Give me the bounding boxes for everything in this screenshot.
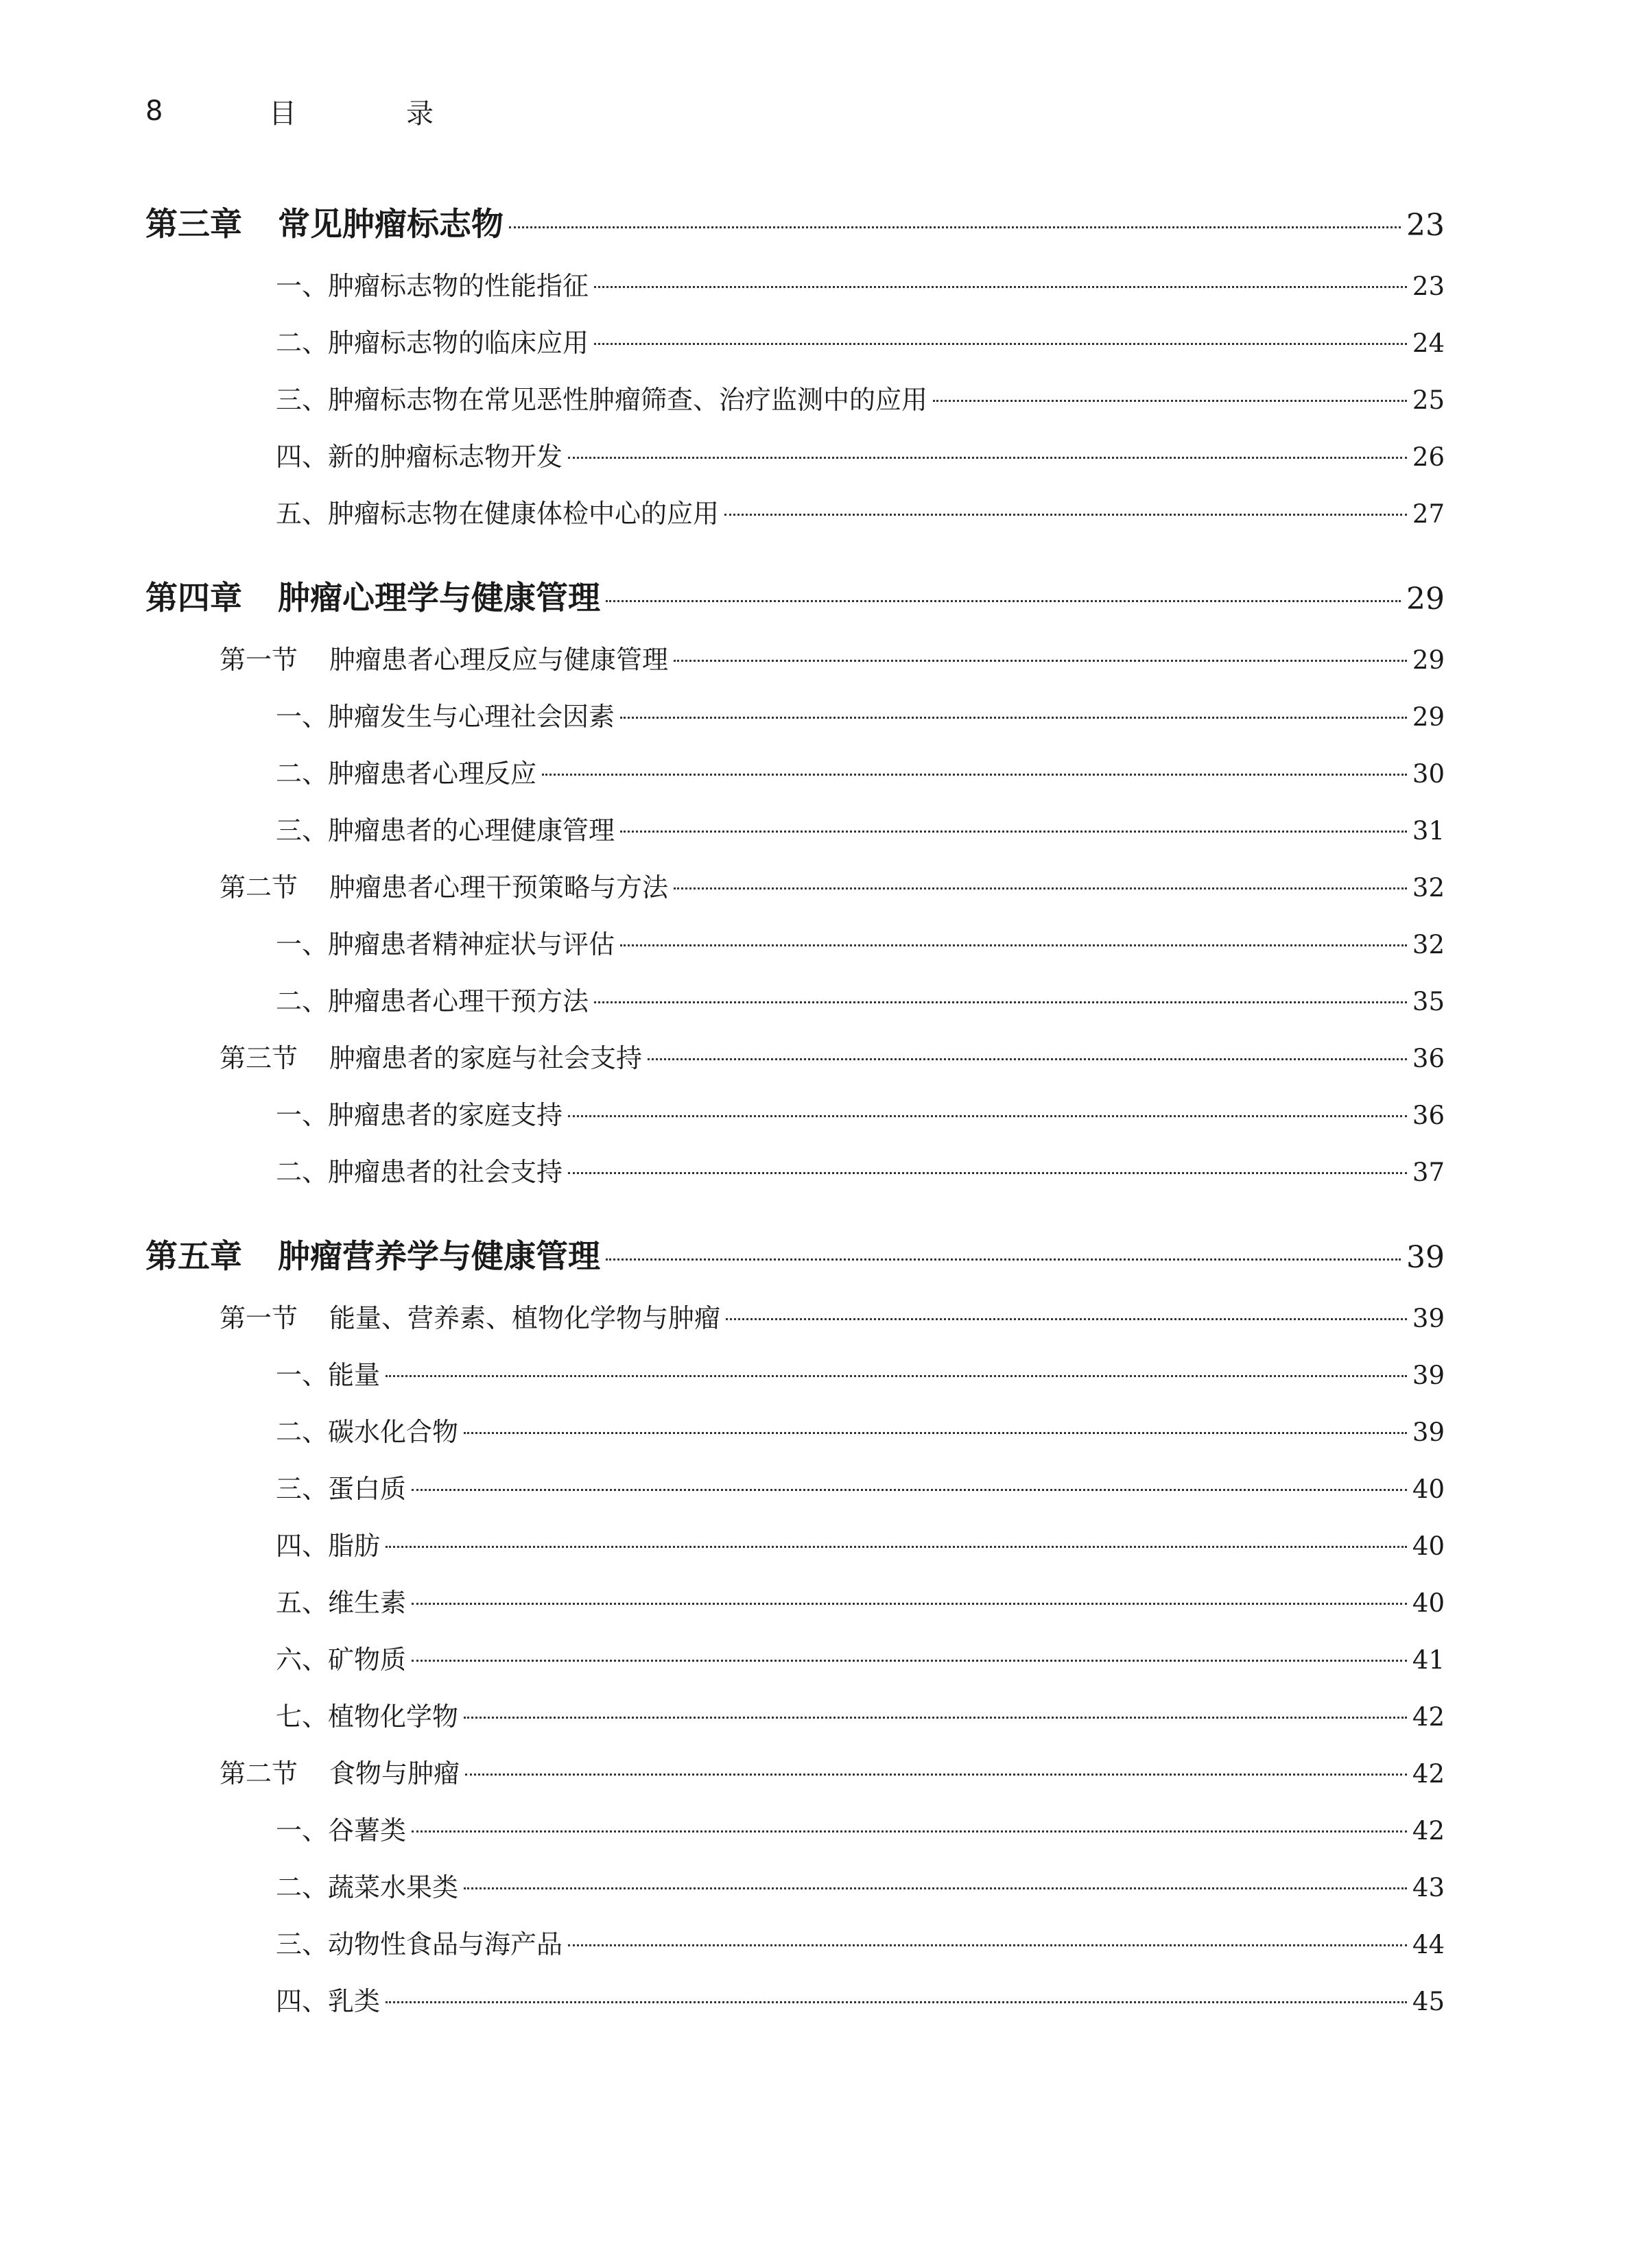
toc-entry-label (276, 1354, 380, 1392)
toc-entry-label (276, 809, 615, 847)
table-of-contents (145, 199, 1445, 2037)
dot-leader (386, 1375, 1407, 1377)
toc-section-row[interactable] (145, 1752, 1445, 1809)
toc-item-row[interactable] (145, 1809, 1445, 1866)
toc-entry-label (276, 1151, 563, 1189)
toc-entry-label (145, 199, 504, 245)
dot-leader (568, 1115, 1407, 1117)
toc-entry-page: 24 (1412, 329, 1445, 358)
toc-entry-title: 一、肿瘤标志物的性能指征 (276, 271, 589, 301)
toc-entry-label (276, 492, 719, 530)
dot-leader (465, 1774, 1407, 1776)
toc-entry-label (220, 866, 668, 904)
dot-leader (594, 1001, 1407, 1003)
toc-item-row[interactable] (145, 1525, 1445, 1581)
toc-item-row[interactable] (145, 1411, 1445, 1468)
toc-entry-label (276, 1094, 563, 1132)
dot-leader (386, 2001, 1407, 2003)
dot-leader (568, 1172, 1407, 1174)
toc-entry-number: 第一节 (220, 645, 298, 675)
toc-entry-page: 23 (1406, 208, 1445, 243)
toc-item-row[interactable] (145, 923, 1445, 980)
toc-entry-number: 第一节 (220, 1303, 298, 1333)
toc-entry-title: 六、矿物质 (276, 1645, 407, 1675)
toc-entry-page: 36 (1412, 1101, 1445, 1130)
toc-entry-label (145, 573, 600, 619)
toc-entry-label (145, 1231, 600, 1277)
toc-entry-label (276, 980, 589, 1018)
dot-leader (412, 1830, 1407, 1833)
toc-entry-label (276, 322, 589, 359)
toc-entry-page: 26 (1412, 442, 1445, 472)
toc-item-row[interactable] (145, 1581, 1445, 1638)
dot-leader (606, 1258, 1401, 1261)
toc-entry-title: 四、乳类 (276, 1986, 381, 2016)
dot-leader (412, 1603, 1407, 1605)
toc-entry-title: 三、动物性食品与海产品 (276, 1929, 563, 1959)
toc-section-row[interactable] (145, 1297, 1445, 1354)
toc-entry-page: 29 (1406, 582, 1445, 617)
toc-item-row[interactable] (145, 435, 1445, 492)
toc-entry-title: 常见肿瘤标志物 (278, 206, 504, 243)
toc-entry-label (276, 1809, 406, 1847)
toc-entry-label (276, 1468, 406, 1505)
toc-entry-page: 23 (1412, 272, 1445, 301)
toc-section-row[interactable] (145, 1037, 1445, 1094)
toc-entry-label (220, 638, 668, 676)
running-title: 目 录 (269, 97, 475, 130)
dot-leader (674, 660, 1407, 662)
dot-leader (542, 774, 1407, 776)
toc-item-row[interactable] (145, 752, 1445, 809)
dot-leader (726, 1318, 1407, 1320)
toc-entry-page: 29 (1412, 645, 1445, 675)
running-head (145, 91, 475, 132)
dot-leader (620, 831, 1407, 833)
toc-entry-page: 42 (1412, 1702, 1445, 1732)
toc-item-row[interactable] (145, 980, 1445, 1037)
toc-item-row[interactable] (145, 265, 1445, 322)
toc-entry-label (276, 1980, 380, 2018)
toc-entry-title: 一、肿瘤发生与心理社会因素 (276, 702, 615, 732)
toc-section-row[interactable] (145, 638, 1445, 695)
toc-entry-page: 40 (1412, 1588, 1445, 1618)
dot-leader (464, 1432, 1407, 1434)
toc-item-row[interactable] (145, 1695, 1445, 1752)
toc-entry-page: 40 (1412, 1475, 1445, 1504)
toc-entry-number: 第二节 (220, 872, 298, 903)
toc-entry-label (220, 1297, 720, 1335)
toc-entry-label (220, 1037, 642, 1075)
toc-entry-page: 41 (1412, 1645, 1445, 1675)
dot-leader (594, 343, 1407, 345)
toc-entry-title: 四、新的肿瘤标志物开发 (276, 442, 563, 472)
dot-leader (620, 717, 1407, 719)
toc-entry-title: 二、肿瘤患者的社会支持 (276, 1157, 563, 1187)
toc-entry-page: 32 (1412, 930, 1445, 959)
toc-chapter-row[interactable] (145, 199, 1445, 265)
toc-entry-title: 三、肿瘤标志物在常见恶性肿瘤筛查、治疗监测中的应用 (276, 385, 928, 415)
toc-entry-label (276, 1695, 458, 1733)
toc-entry-title: 二、蔬菜水果类 (276, 1872, 459, 1902)
toc-item-row[interactable] (145, 1151, 1445, 1208)
dot-leader (568, 1944, 1407, 1946)
toc-item-row[interactable] (145, 1638, 1445, 1695)
toc-entry-page: 25 (1412, 385, 1445, 415)
toc-item-row[interactable] (145, 379, 1445, 435)
toc-entry-label (276, 1866, 458, 1904)
dot-leader (648, 1058, 1407, 1060)
toc-item-row[interactable] (145, 1468, 1445, 1525)
dot-leader (620, 944, 1407, 946)
toc-entry-title: 二、肿瘤患者心理反应 (276, 759, 537, 789)
toc-entry-label (220, 1752, 460, 1790)
dot-leader (674, 887, 1407, 890)
toc-entry-label (276, 379, 927, 416)
toc-entry-page: 35 (1412, 987, 1445, 1016)
toc-item-row[interactable] (145, 492, 1445, 549)
toc-entry-title: 一、肿瘤患者的家庭支持 (276, 1100, 563, 1130)
toc-entry-label (276, 1411, 458, 1448)
toc-entry-page: 39 (1406, 1240, 1445, 1275)
toc-entry-number: 第四章 (145, 580, 242, 617)
toc-entry-label (276, 1525, 380, 1562)
toc-item-row[interactable] (145, 1094, 1445, 1151)
dot-leader (568, 457, 1407, 459)
toc-entry-number: 第三章 (145, 206, 242, 243)
toc-entry-title: 二、肿瘤标志物的临床应用 (276, 328, 589, 358)
dot-leader (594, 286, 1407, 288)
dot-leader (724, 514, 1407, 516)
toc-entry-label (276, 1638, 406, 1676)
dot-leader (933, 400, 1407, 402)
toc-entry-label (276, 752, 536, 790)
toc-entry-title: 肿瘤患者心理干预策略与方法 (329, 872, 669, 903)
toc-entry-title: 四、脂肪 (276, 1531, 381, 1561)
toc-item-row[interactable] (145, 1354, 1445, 1411)
toc-entry-title: 肿瘤心理学与健康管理 (278, 580, 600, 617)
toc-entry-title: 肿瘤患者的家庭与社会支持 (329, 1043, 643, 1073)
toc-entry-title: 三、蛋白质 (276, 1474, 407, 1504)
toc-entry-page: 39 (1412, 1304, 1445, 1333)
toc-entry-title: 五、维生素 (276, 1588, 407, 1618)
toc-item-row[interactable] (145, 1923, 1445, 1980)
toc-entry-page: 31 (1412, 816, 1445, 846)
toc-entry-page: 39 (1412, 1418, 1445, 1447)
toc-entry-title: 能量、营养素、植物化学物与肿瘤 (329, 1303, 721, 1333)
toc-entry-title: 三、肿瘤患者的心理健康管理 (276, 815, 615, 846)
toc-entry-page: 44 (1412, 1930, 1445, 1959)
toc-entry-page: 30 (1412, 759, 1445, 789)
toc-entry-page: 29 (1412, 702, 1445, 732)
dot-leader (464, 1887, 1407, 1889)
toc-item-row[interactable] (145, 1980, 1445, 2037)
toc-entry-page: 39 (1412, 1361, 1445, 1390)
dot-leader (509, 226, 1401, 228)
toc-entry-page: 36 (1412, 1044, 1445, 1073)
toc-entry-title: 一、能量 (276, 1360, 381, 1390)
toc-entry-title: 食物与肿瘤 (329, 1758, 460, 1789)
toc-entry-page: 45 (1412, 1987, 1445, 2016)
toc-entry-number: 第三节 (220, 1043, 298, 1073)
toc-entry-label (276, 265, 589, 302)
toc-entry-title: 七、植物化学物 (276, 1702, 459, 1732)
dot-leader (606, 600, 1401, 602)
toc-entry-label (276, 923, 615, 961)
toc-entry-page: 27 (1412, 499, 1445, 529)
toc-entry-page: 37 (1412, 1158, 1445, 1187)
toc-entry-label (276, 1923, 563, 1961)
toc-entry-title: 二、肿瘤患者心理干预方法 (276, 986, 589, 1016)
toc-entry-label (276, 1581, 406, 1619)
page-number: 8 (145, 95, 163, 127)
dot-leader (412, 1660, 1407, 1662)
toc-item-row[interactable] (145, 695, 1445, 752)
toc-entry-title: 五、肿瘤标志物在健康体检中心的应用 (276, 499, 720, 529)
toc-entry-label (276, 695, 615, 733)
dot-leader (386, 1546, 1407, 1548)
toc-entry-number: 第五章 (145, 1238, 242, 1276)
toc-chapter-row[interactable] (145, 1231, 1445, 1297)
toc-entry-page: 42 (1412, 1759, 1445, 1789)
toc-item-row[interactable] (145, 1866, 1445, 1923)
toc-entry-title: 肿瘤患者心理反应与健康管理 (329, 645, 669, 675)
toc-entry-title: 二、碳水化合物 (276, 1417, 459, 1447)
toc-item-row[interactable] (145, 322, 1445, 379)
dot-leader (412, 1489, 1407, 1491)
toc-item-row[interactable] (145, 809, 1445, 866)
toc-chapter-row[interactable] (145, 573, 1445, 638)
toc-entry-title: 肿瘤营养学与健康管理 (278, 1238, 600, 1276)
toc-entry-page: 32 (1412, 873, 1445, 903)
toc-entry-page: 40 (1412, 1531, 1445, 1561)
toc-section-row[interactable] (145, 866, 1445, 923)
toc-entry-title: 一、谷薯类 (276, 1815, 407, 1846)
toc-entry-page: 43 (1412, 1873, 1445, 1902)
toc-entry-number: 第二节 (220, 1758, 298, 1789)
toc-entry-page: 42 (1412, 1816, 1445, 1846)
toc-entry-label (276, 435, 563, 473)
dot-leader (464, 1717, 1407, 1719)
toc-entry-title: 一、肿瘤患者精神症状与评估 (276, 929, 615, 959)
